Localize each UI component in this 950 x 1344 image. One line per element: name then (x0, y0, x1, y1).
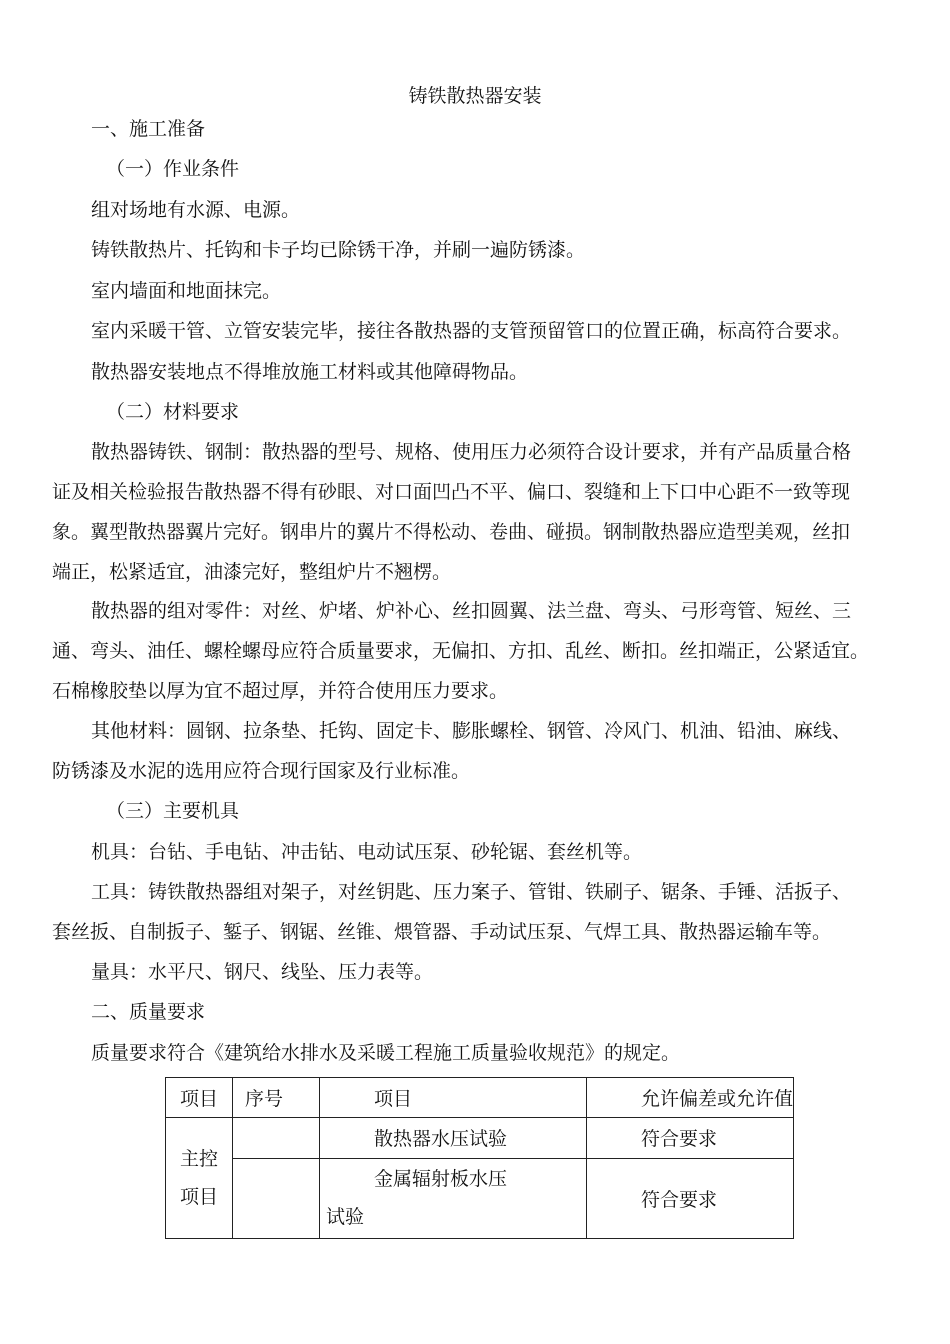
paragraph-line: 组对场地有水源、电源。 (91, 199, 301, 221)
seq-cell (233, 1158, 320, 1239)
header-cell-item: 项目 (320, 1078, 587, 1118)
header-cell-value: 允许偏差或允许值 (587, 1078, 794, 1118)
section-heading: 一、施工准备 (91, 118, 206, 140)
header-cell-category: 项目 (166, 1078, 233, 1118)
header-cell-seq: 序号 (233, 1078, 320, 1118)
group-cell (166, 1118, 233, 1239)
paragraph-line: 机具：台钻、手电钻、冲击钻、电动试压泵、砂轮锯、套丝机等。 (91, 841, 643, 863)
group-label-line: 项目 (179, 1186, 218, 1209)
paragraph-line: 石棉橡胶垫以厚为宜不超过厚，并符合使用压力要求。 (52, 680, 509, 702)
subsection-heading: （二）材料要求 (106, 401, 240, 423)
item-line: 试验 (326, 1206, 365, 1229)
paragraph-line: 室内采暖干管、立管安装完毕，接往各散热器的支管预留管口的位置正确，标高符合要求。 (91, 320, 852, 342)
paragraph-line: 通、弯头、油任、螺栓螺母应符合质量要求，无偏扣、方扣、乱丝、断扣。丝扣端正，公紧适宜。 (52, 640, 870, 662)
paragraph-line: 端正，松紧适宜，油漆完好，整组炉片不翘楞。 (52, 561, 452, 583)
value-cell: 符合要求 (587, 1118, 794, 1158)
paragraph-line: 铸铁散热片、托钩和卡子均已除锈干净，并刷一遍防锈漆。 (91, 239, 586, 261)
subsection-heading: （三）主要机具 (106, 800, 240, 822)
paragraph-line: 散热器安装地点不得堆放施工材料或其他障碍物品。 (91, 361, 529, 383)
paragraph-line: 套丝扳、自制扳子、錾子、钢锯、丝锥、煨管器、手动试压泵、气焊工具、散热器运输车等。 (52, 921, 832, 943)
item-cell (320, 1158, 587, 1239)
doc-title: 铸铁散热器安装 (408, 85, 542, 107)
paragraph-line: 工具：铸铁散热器组对架子，对丝钥匙、压力案子、管钳、铁刷子、锯条、手锤、活扳子、 (91, 881, 852, 903)
quality-table (165, 1077, 794, 1239)
paragraph-line: 象。翼型散热器翼片完好。钢串片的翼片不得松动、卷曲、碰损。钢制散热器应造型美观，丝扣 (52, 521, 851, 543)
subsection-heading: （一）作业条件 (106, 158, 240, 180)
table-row (166, 1158, 794, 1239)
paragraph-line: 室内墙面和地面抹完。 (91, 280, 282, 302)
paragraph-line: 量具：水平尺、钢尺、线坠、压力表等。 (91, 961, 434, 983)
section-heading: 二、质量要求 (91, 1001, 206, 1023)
item-cell: 散热器水压试验 (320, 1118, 587, 1158)
table-row (166, 1118, 794, 1158)
item-line: 金属辐射板水压 (374, 1168, 508, 1191)
table-header-row (166, 1078, 794, 1118)
group-label-line: 主控 (179, 1148, 218, 1171)
value-cell: 符合要求 (587, 1158, 794, 1239)
paragraph-line: 证及相关检验报告散热器不得有砂眼、对口面凹凸不平、偏口、裂缝和上下口中心距不一致等现 (52, 481, 851, 503)
paragraph-line: 防锈漆及水泥的选用应符合现行国家及行业标准。 (52, 760, 471, 782)
paragraph-line: 散热器的组对零件：对丝、炉堵、炉补心、丝扣圆翼、法兰盘、弯头、弓形弯管、短丝、三 (91, 600, 852, 622)
paragraph-line: 散热器铸铁、钢制：散热器的型号、规格、使用压力必须符合设计要求，并有产品质量合格 (91, 441, 852, 463)
seq-cell (233, 1118, 320, 1158)
paragraph-line: 其他材料：圆钢、拉条垫、托钩、固定卡、膨胀螺栓、钢管、冷风门、机油、铅油、麻线、 (91, 720, 852, 742)
paragraph-line: 质量要求符合《建筑给水排水及采暖工程施工质量验收规范》的规定。 (91, 1042, 681, 1064)
